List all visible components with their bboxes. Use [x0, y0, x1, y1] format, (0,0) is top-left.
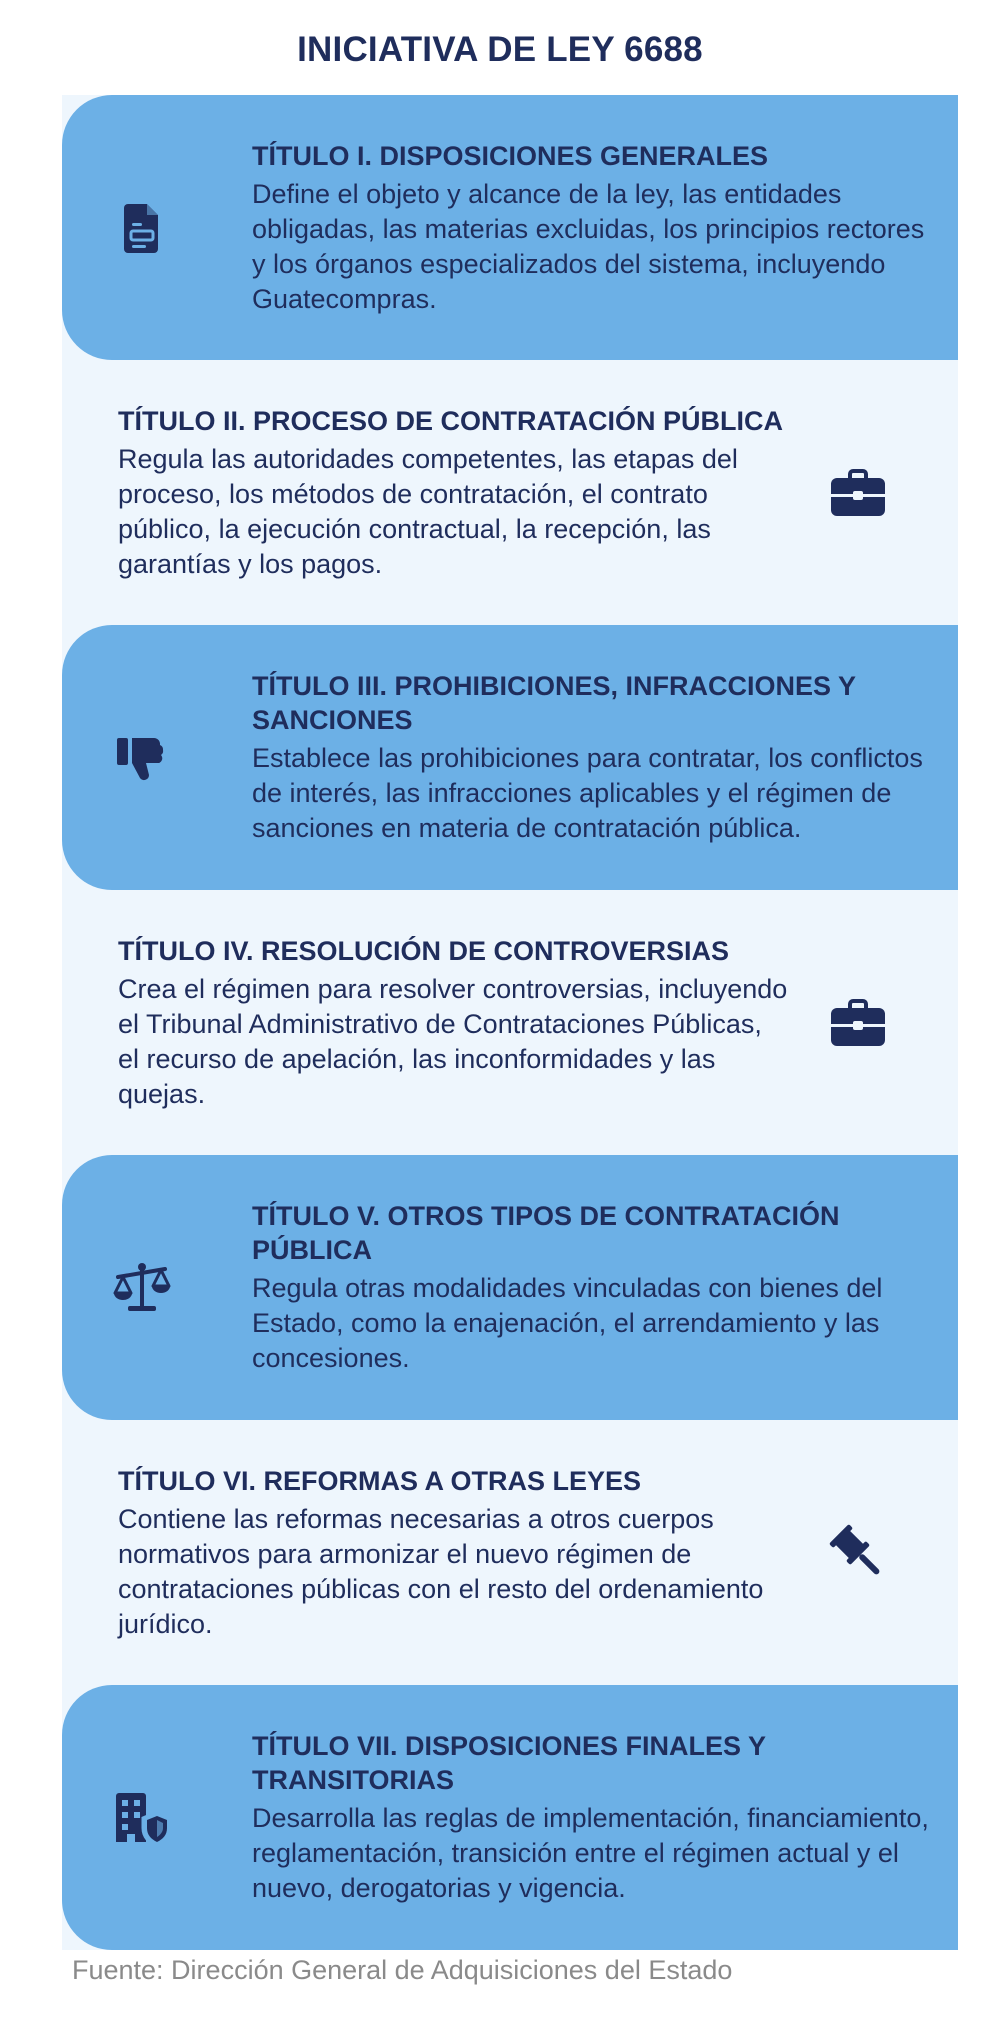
section-titulo-5 — [62, 1155, 958, 1420]
section-heading: TÍTULO IV. RESOLUCIÓN DE CONTROVERSIAS — [118, 935, 730, 966]
briefcase-icon — [828, 463, 888, 523]
scales-icon — [112, 1258, 172, 1318]
section-titulo-2 — [62, 360, 958, 625]
thumbs-down-icon — [112, 728, 172, 788]
section-body: Desarrolla las reglas de implementación, financiamiento, reglamentación, transición entre el régimen actual y el nuevo, derogatorias y vigencia. — [252, 1803, 929, 1903]
section-body: Crea el régimen para resolver controversias, incluyendo el Tribunal Administrativo de Contrataciones Públicas, el recurso de apelación, las inconformidades y las quejas. — [118, 973, 788, 1109]
section-heading: TÍTULO III. PROHIBICIONES, INFRACCIONES Y SANCIONES — [252, 671, 856, 735]
section-body: Regula otras modalidades vinculadas con bienes del Estado, como la enajenación, el arrendamiento y las concesiones. — [252, 1273, 883, 1373]
building-shield-icon — [112, 1788, 172, 1848]
section-body: Regula las autoridades competentes, las etapas del proceso, los métodos de contratación, el contrato público, la ejecución contractual, la recepción, las garantías y los pagos. — [118, 443, 738, 579]
section-heading: TÍTULO I. DISPOSICIONES GENERALES — [252, 140, 769, 171]
sections-list — [62, 95, 958, 1950]
section-heading: TÍTULO VII. DISPOSICIONES FINALES Y TRANSITORIAS — [252, 1731, 766, 1795]
section-titulo-3 — [62, 625, 958, 890]
section-titulo-4 — [62, 890, 958, 1155]
document-icon — [112, 198, 172, 258]
briefcase-icon — [828, 993, 888, 1053]
source-note: Fuente: Dirección General de Adquisiciones del Estado — [72, 1955, 733, 1985]
gavel-icon — [828, 1523, 888, 1583]
section-titulo-7 — [62, 1685, 958, 1950]
section-heading: TÍTULO VI. REFORMAS A OTRAS LEYES — [118, 1465, 642, 1496]
section-titulo-1 — [62, 95, 958, 360]
page-title: INICIATIVA DE LEY 6688 — [297, 30, 703, 69]
section-heading: TÍTULO V. OTROS TIPOS DE CONTRATACIÓN PÚBLICA — [252, 1201, 840, 1265]
section-titulo-6 — [62, 1420, 958, 1685]
section-heading: TÍTULO II. PROCESO DE CONTRATACIÓN PÚBLICA — [118, 405, 783, 436]
section-body: Establece las prohibiciones para contratar, los conflictos de interés, las infracciones aplicables y el régimen de sanciones en materia de contratación pública. — [252, 743, 923, 843]
section-body: Define el objeto y alcance de la ley, las entidades obligadas, las materias excluidas, los principios rectores y los órganos especializados del sistema, incluyendo Guatecompras. — [252, 178, 925, 314]
section-body: Contiene las reformas necesarias a otros cuerpos normativos para armonizar el nuevo régimen de contrataciones públicas con el resto del ordenamiento jurídico. — [118, 1503, 764, 1639]
